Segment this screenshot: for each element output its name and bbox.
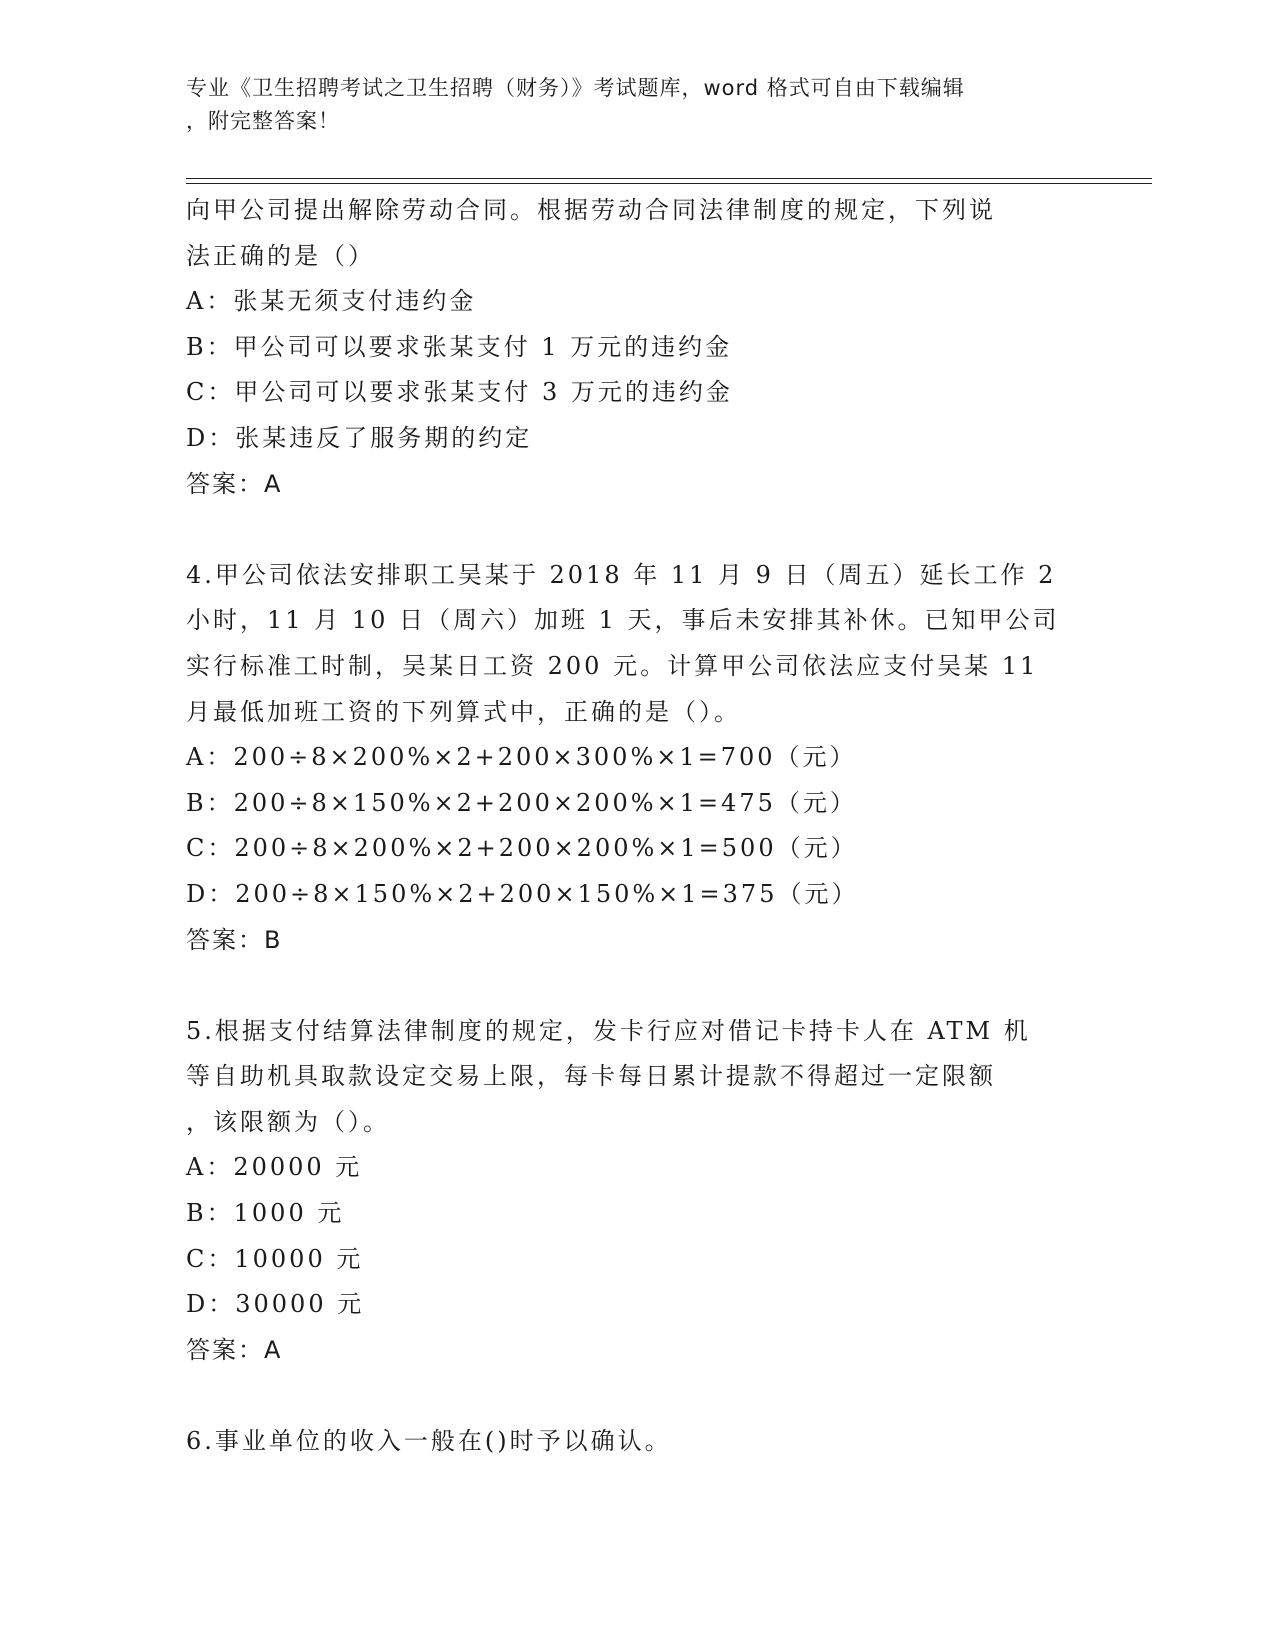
question-text-line: 向甲公司提出解除劳动合同。根据劳动合同法律制度的规定，下列说 bbox=[186, 196, 996, 224]
option-c: C：200÷8×200%×2+200×200%×1=500（元） bbox=[186, 834, 858, 863]
option-c: C：10000 元 bbox=[186, 1244, 364, 1273]
option-c: C：甲公司可以要求张某支付 3 万元的违约金 bbox=[186, 378, 733, 407]
question-4 bbox=[186, 553, 1086, 963]
option-b: B：1000 元 bbox=[186, 1199, 345, 1228]
option-b: B：甲公司可以要求张某支付 1 万元的违约金 bbox=[186, 332, 733, 361]
question-spacer bbox=[186, 963, 1086, 1009]
answer-label: 答案：B bbox=[186, 925, 283, 954]
question-text-line: 6.事业单位的收入一般在()时予以确认。 bbox=[186, 1427, 672, 1456]
question-text-line: 月最低加班工资的下列算式中，正确的是（）。 bbox=[186, 697, 741, 726]
option-d: D：200÷8×150%×2+200×150%×1=375（元） bbox=[186, 879, 859, 908]
question-text-line: 小时，11 月 10 日（周六）加班 1 天，事后未安排其补休。已知甲公司 bbox=[186, 606, 1060, 635]
header-line-2: ，附完整答案！ bbox=[186, 109, 340, 133]
option-a: A：200÷8×200%×2+200×300%×1=700（元） bbox=[186, 743, 857, 772]
document-header bbox=[186, 72, 1086, 138]
question-3 bbox=[186, 188, 1086, 507]
option-d: D：30000 元 bbox=[186, 1290, 365, 1319]
question-5 bbox=[186, 1009, 1086, 1374]
question-text-line: 5.根据支付结算法律制度的规定，发卡行应对借记卡持卡人在 ATM 机 bbox=[186, 1016, 1031, 1045]
option-b: B：200÷8×150%×2+200×200%×1=475（元） bbox=[186, 788, 857, 817]
question-content bbox=[186, 188, 1086, 1465]
question-text-line: 4.甲公司依法安排职工吴某于 2018 年 11 月 9 日（周五）延长工作 2 bbox=[186, 560, 1057, 589]
header-line-1: 专业《卫生招聘考试之卫生招聘（财务）》考试题库，word 格式可自由下载编辑 bbox=[186, 76, 965, 100]
question-spacer bbox=[186, 1373, 1086, 1419]
header-divider-bottom bbox=[186, 183, 1152, 184]
question-text-line: 法正确的是（） bbox=[186, 241, 375, 270]
question-text-line: 实行标准工时制，吴某日工资 200 元。计算甲公司依法应支付吴某 11 bbox=[186, 651, 1039, 680]
question-text-line: 等自助机具取款设定交易上限，每卡每日累计提款不得超过一定限额 bbox=[186, 1062, 996, 1091]
option-a: A：张某无须支付违约金 bbox=[186, 287, 477, 316]
header-divider-top bbox=[186, 178, 1152, 179]
answer-label: 答案：A bbox=[186, 469, 283, 498]
option-a: A：20000 元 bbox=[186, 1153, 363, 1182]
question-spacer bbox=[186, 507, 1086, 553]
answer-label: 答案：A bbox=[186, 1335, 283, 1364]
question-text-line: ，该限额为（）。 bbox=[186, 1107, 390, 1136]
question-6 bbox=[186, 1419, 1086, 1465]
option-d: D：张某违反了服务期的约定 bbox=[186, 423, 533, 452]
